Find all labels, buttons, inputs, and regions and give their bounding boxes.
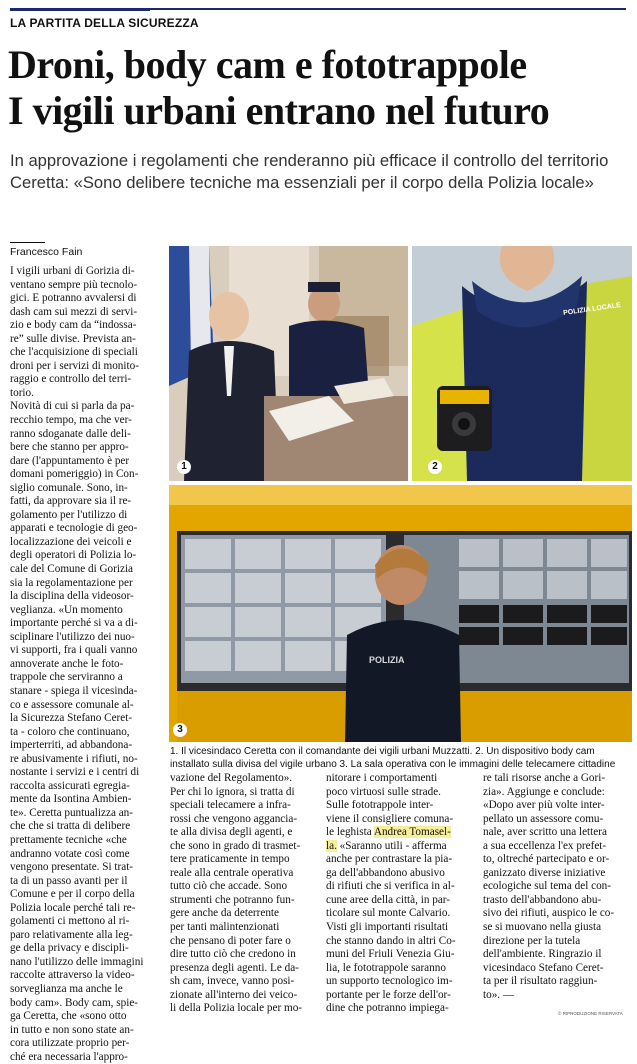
photo-number-2: 2: [428, 460, 442, 474]
text-line: body cam». Body cam, spie-: [10, 996, 139, 1009]
text-line: vengono presentate. Si trat-: [10, 861, 134, 874]
text-line: zionate all'interno dei veico-: [170, 988, 298, 1001]
text-line: rossi che vengono aggancia-: [170, 812, 298, 825]
text-line: golamento per l'utilizzo di: [10, 508, 128, 521]
text-line: di rifiuti che si verifica in al-: [326, 880, 455, 893]
text-line: recchio tempo, ma che ver-: [10, 414, 132, 427]
text-line: ventano sempre più tecnolo-: [10, 278, 138, 291]
text-line: Per chi lo ignora, si tratta di: [170, 785, 295, 798]
text-line: li della Polizia locale per mo-: [170, 1002, 303, 1015]
text-line: sorveglianza ma anche le: [10, 982, 123, 995]
text-line: direzione per la tutela: [483, 934, 581, 947]
text-line: trasto dell'abbandono abu-: [483, 893, 602, 906]
text-line: reale alla centrale operativa: [170, 866, 294, 879]
text-line: dare (l'appuntamento è per: [10, 454, 130, 467]
text-line: dash cam sui mezzi di servi-: [10, 305, 138, 318]
photo-caption: [170, 746, 632, 771]
text-line: raccolta assicurati egregia-: [10, 779, 130, 792]
text-line: poco virtuosi sulle strade.: [326, 785, 441, 798]
text-line: localizzazione dei veicoli e: [10, 535, 132, 548]
text-line: Polizia locale perché tali re-: [10, 901, 136, 914]
photo-bodycam-image: [412, 246, 632, 481]
text-line: ranno sdoganate dalle deli-: [10, 427, 131, 440]
text-line: raggio e controllo del terri-: [10, 373, 132, 386]
text-line: golamenti ci mettono al ri-: [10, 915, 130, 928]
text-line: Comune e per il corpo della: [10, 888, 135, 901]
caption-line-2: installato sulla divisa del vigile urbano 3. La sala operativa con le immagini delle telecamere cittadine: [170, 758, 616, 770]
text-line: che che si tratta di delibere: [10, 820, 131, 833]
text-line: ché era necessaria l'appro-: [10, 1050, 128, 1063]
text-line: la disciplina della videosor-: [10, 590, 134, 603]
text-line: ge della privacy e discipli-: [10, 942, 129, 955]
caption-line-1: 1. Il vicesindaco Ceretta con il comandante dei vigili urbani Muzzatti. 2. Un dispositivo body cam: [170, 746, 595, 757]
text-line: re abusivamente i rifiuti, no-: [10, 752, 138, 765]
text-line: che sono in grado di trasmet-: [170, 839, 301, 852]
headline: [8, 42, 633, 134]
text-line: cune aree della città, in par-: [326, 893, 451, 906]
text-line: apparati e tecnologie di geo-: [10, 522, 138, 535]
photo-control-room: [169, 485, 632, 742]
text-line: ga dell'abbandono abusivo: [326, 866, 445, 879]
text-line: ticolare sul monte Calvario.: [326, 907, 451, 920]
text-line: la Sicurezza Stefano Ceret-: [10, 712, 133, 725]
text-line: siglio comunale. Sono, in-: [10, 481, 128, 494]
article-column-3: [326, 772, 481, 1016]
text-line: re tali risorse anche a Gori-: [483, 772, 606, 784]
standfirst-line-1: In approvazione i regolamenti che renderanno più efficace il controllo del territorio: [10, 151, 609, 170]
text-line: sivo dei rifiuti, auspico le co-: [483, 907, 615, 920]
text-fragment: le leghista: [326, 826, 374, 839]
text-line: sciplinare l'utilizzo dei nuo-: [10, 630, 135, 643]
text-line: ecologiche sul tema del con-: [483, 880, 611, 893]
photo-control-room-image: [169, 485, 632, 742]
text-line: sh cam, invece, vanno posi-: [170, 975, 295, 988]
text-line: andranno votate così come: [10, 847, 130, 860]
text-line: stanare - spiega il vicesinda-: [10, 684, 138, 697]
text-line: prettamente tecniche «che: [10, 833, 127, 846]
text-line: domani pomeriggio) in Con-: [10, 468, 139, 481]
standfirst: [10, 150, 630, 194]
text-line: nitorare i comportamenti: [326, 772, 438, 784]
text-line: muni del Friuli Venezia Giu-: [326, 948, 455, 961]
text-line: cale del Comune di Gorizia: [10, 563, 134, 576]
text-line: sia la regolamentazione per: [10, 576, 133, 589]
text-line: te». Ceretta puntualizza an-: [10, 806, 134, 819]
photo-bodycam: [412, 246, 632, 481]
text-line: to, oltreché partecipato e or-: [483, 853, 610, 866]
text-line: dell'ambiente. Ringrazio il: [483, 948, 602, 961]
article-column-4: [483, 772, 633, 1002]
text-line: to». —: [483, 988, 515, 1001]
text-line: ganizzato diverse iniziative: [483, 866, 606, 879]
text-line: imperterriti, ad abbandona-: [10, 739, 133, 752]
shirt-lettering: POLIZIA: [369, 655, 405, 665]
text-line: droni per i servizi di monito-: [10, 359, 139, 372]
text-line: dine che potranno impiega-: [326, 1002, 449, 1015]
photo-number-3: 3: [173, 723, 187, 737]
text-line: trappole che serviranno a: [10, 671, 123, 684]
text-line: dire tutto ciò che credono in: [170, 948, 296, 961]
text-line: Novità di cui si parla da pa-: [10, 400, 135, 413]
text-line: bere che stanno per appro-: [10, 441, 129, 454]
text-line: anche per contrastare la pia-: [326, 853, 453, 866]
text-line: [326, 840, 481, 854]
text-line: vazione del Regolamento».: [170, 772, 293, 784]
text-line: lia, le fototrappole saranno: [326, 961, 446, 974]
byline: Francesco Fain: [10, 246, 83, 258]
article-column-1: [10, 265, 165, 1064]
text-line: te alla divisa degli agenti, e: [170, 826, 293, 839]
text-line: nale, aver scritto una lettera: [483, 826, 607, 839]
standfirst-line-2: Ceretta: «Sono delibere tecniche ma essenziali per il corpo della Polizia locale»: [10, 173, 594, 192]
text-line: degli operatori di Polizia lo-: [10, 549, 137, 562]
text-line: co e assessore comunale al-: [10, 698, 134, 711]
text-line: raccolte attraverso la video-: [10, 969, 135, 982]
vest-lettering: POLIZIA LOCALE: [562, 301, 622, 318]
text-line: Sulle fototrappole inter-: [326, 799, 434, 812]
text-line: tutto ciò che accade. Sono: [170, 880, 288, 893]
text-line: nano l'utilizzo delle immagini: [10, 955, 144, 968]
text-line: ta per il risultato raggiun-: [483, 975, 598, 988]
text-line: annoverate anche le foto-: [10, 657, 124, 670]
byline-rule: [10, 242, 45, 243]
text-line: portante per le forze dell'or-: [326, 988, 451, 1001]
text-line: paro relativamente alla leg-: [10, 928, 133, 941]
text-line: gici. E potranno avvalersi di: [10, 292, 137, 305]
text-line: mente da Isontina Ambien-: [10, 793, 132, 806]
text-line: a sua eccellenza l'ex prefet-: [483, 839, 607, 852]
text-line: che l'acquisizione di speciali: [10, 346, 138, 359]
headline-line-2: I vigili urbani entrano nel futuro: [8, 88, 550, 133]
text-line: per tanti malintenzionati: [170, 921, 280, 934]
column-3-rest: [326, 853, 481, 1016]
text-line: speciali telecamere a infra-: [170, 799, 291, 812]
text-line: fatti, da approvare sia il re-: [10, 495, 132, 508]
text-line: pellato un assessore comu-: [483, 812, 604, 825]
article-column-2: [170, 772, 325, 1016]
text-line: tere praticamente in tempo: [170, 853, 290, 866]
text-line: re” sulle divise. Prevista an-: [10, 332, 136, 345]
text-line: vicesindaco Stefano Ceret-: [483, 961, 604, 974]
kicker-rule-accent: [10, 8, 150, 11]
text-line: se si muovano nella giusta: [483, 921, 602, 934]
highlighted-name-end: la.: [326, 839, 337, 852]
text-line: in tutto e non sono state an-: [10, 1023, 134, 1036]
text-line: cora utilizzate proprio per-: [10, 1037, 130, 1050]
text-fragment: «Saranno utili - afferma: [336, 839, 447, 852]
headline-line-1: Droni, body cam e fototrappole: [8, 42, 527, 87]
photo-number-1: 1: [177, 460, 191, 474]
text-line: viene il consigliere comuna-: [326, 812, 454, 825]
text-line: strumenti che potranno fun-: [170, 893, 295, 906]
text-line: veglianza. «Un momento: [10, 603, 123, 616]
copyright-notice: © RIPRODUZIONE RISERVATA: [558, 1011, 623, 1016]
text-line: presenza degli agenti. Le da-: [170, 961, 299, 974]
section-kicker: LA PARTITA DELLA SICUREZZA: [10, 16, 199, 30]
text-line: I vigili urbani di Gorizia di-: [10, 265, 135, 277]
text-line: zia». Aggiunge e conclude:: [483, 785, 605, 798]
text-line: zio e body cam da “indossa-: [10, 319, 137, 332]
text-line: [326, 826, 481, 840]
text-line: che pensano di poter fare o: [170, 934, 291, 947]
text-line: torio.: [10, 386, 34, 399]
text-line: nostante i servizi e i centri di: [10, 766, 140, 779]
text-line: un supporto tecnologico im-: [326, 975, 453, 988]
text-line: gere anche da deterrente: [170, 907, 280, 920]
photo-meeting: [169, 246, 408, 481]
text-line: che stanno dando in altri Co-: [326, 934, 456, 947]
text-line: Visti gli importanti risultati: [326, 921, 449, 934]
text-line: importante perché si va a di-: [10, 617, 138, 630]
column-3-top: [326, 772, 481, 826]
text-line: «Dopo aver più volte inter-: [483, 799, 605, 812]
text-line: ta - coloro che continuano,: [10, 725, 130, 738]
text-line: ta di un passo avanti per il: [10, 874, 128, 887]
text-line: ga Ceretta, che «sono otto: [10, 1010, 127, 1023]
text-line: vi supporti, fra i quali vanno: [10, 644, 138, 657]
highlighted-name: Andrea Tomasel-: [373, 826, 451, 839]
photo-meeting-image: [169, 246, 408, 481]
